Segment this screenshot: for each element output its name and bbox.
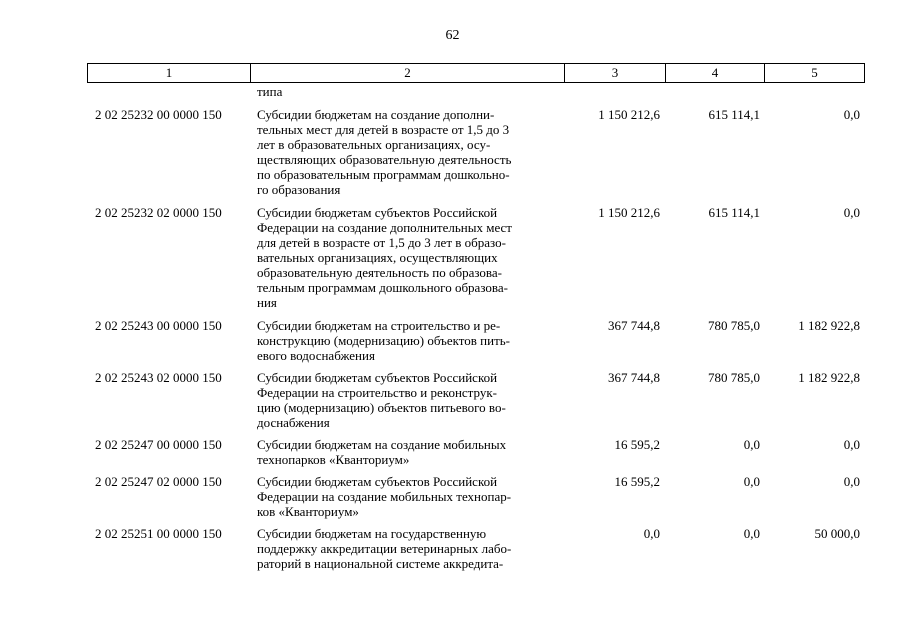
description-line: раторий в национальной системе аккредита- bbox=[257, 556, 504, 571]
description-line: Субсидии бюджетам субъектов Российской bbox=[257, 205, 498, 220]
amount-v5: 50 000,0 bbox=[814, 526, 860, 541]
amount-v3: 0,0 bbox=[643, 526, 660, 541]
amount-v3: 16 595,2 bbox=[614, 474, 660, 489]
budget-code: 2 02 25243 00 0000 150 bbox=[95, 318, 222, 333]
description-line: технопарков «Кванториум» bbox=[257, 452, 410, 467]
description-line: го образования bbox=[257, 182, 341, 197]
description bbox=[257, 205, 557, 310]
description-line: Федерации на строительство и реконструк- bbox=[257, 385, 497, 400]
description-line: Федерации на создание дополнительных мест bbox=[257, 220, 512, 235]
amount-v3: 1 150 212,6 bbox=[598, 205, 660, 220]
amount-v4: 780 785,0 bbox=[708, 370, 760, 385]
description-line: образовательную деятельность по образова- bbox=[257, 265, 502, 280]
description-line: для детей в возрасте от 1,5 до 3 лет в образо- bbox=[257, 235, 506, 250]
description-line: вательных организациях, осуществляющих bbox=[257, 250, 498, 265]
description-line: цию (модернизацию) объектов питьевого во- bbox=[257, 400, 506, 415]
continued-text: типа bbox=[257, 84, 283, 99]
description-line: Субсидии бюджетам на государственную bbox=[257, 526, 487, 541]
amount-v5: 0,0 bbox=[843, 107, 860, 122]
column-header-5: 5 bbox=[764, 64, 864, 82]
amount-v4: 780 785,0 bbox=[708, 318, 760, 333]
amount-v5: 0,0 bbox=[843, 205, 860, 220]
amount-v5: 1 182 922,8 bbox=[798, 318, 860, 333]
description-line: Субсидии бюджетам на создание дополни- bbox=[257, 107, 495, 122]
description bbox=[257, 526, 557, 571]
description-line: лет в образовательных организациях, осу- bbox=[257, 137, 491, 152]
amount-v4: 615 114,1 bbox=[708, 107, 760, 122]
description-line: евого водоснабжения bbox=[257, 348, 375, 363]
column-header-4: 4 bbox=[665, 64, 764, 82]
description-line: ществляющих образовательную деятельность bbox=[257, 152, 512, 167]
description bbox=[257, 437, 557, 467]
description-line: Субсидии бюджетам на строительство и ре- bbox=[257, 318, 501, 333]
description-line: Субсидии бюджетам субъектов Российской bbox=[257, 474, 498, 489]
description-line: Федерации на создание мобильных технопар- bbox=[257, 489, 512, 504]
amount-v5: 1 182 922,8 bbox=[798, 370, 860, 385]
page-number: 62 bbox=[445, 28, 460, 43]
amount-v3: 367 744,8 bbox=[608, 318, 660, 333]
description-line: тельных мест для детей в возрасте от 1,5 до 3 bbox=[257, 122, 510, 137]
amount-v4: 0,0 bbox=[743, 526, 760, 541]
description-line: тельным программам дошкольного образова- bbox=[257, 280, 508, 295]
description-line: Субсидии бюджетам на создание мобильных bbox=[257, 437, 507, 452]
description bbox=[257, 370, 557, 430]
amount-v3: 16 595,2 bbox=[614, 437, 660, 452]
description-line: ков «Кванториум» bbox=[257, 504, 359, 519]
amount-v4: 615 114,1 bbox=[708, 205, 760, 220]
description-line: доснабжения bbox=[257, 415, 330, 430]
column-header-3: 3 bbox=[564, 64, 665, 82]
description bbox=[257, 318, 557, 363]
column-header-2: 2 bbox=[250, 64, 564, 82]
description-line: Субсидии бюджетам субъектов Российской bbox=[257, 370, 498, 385]
description bbox=[257, 107, 557, 197]
amount-v4: 0,0 bbox=[743, 437, 760, 452]
description-line: поддержку аккредитации ветеринарных лабо- bbox=[257, 541, 512, 556]
table-header bbox=[87, 63, 865, 83]
budget-code: 2 02 25243 02 0000 150 bbox=[95, 370, 222, 385]
budget-code: 2 02 25247 02 0000 150 bbox=[95, 474, 222, 489]
amount-v3: 1 150 212,6 bbox=[598, 107, 660, 122]
column-header-1: 1 bbox=[165, 65, 173, 80]
description bbox=[257, 474, 557, 519]
amount-v5: 0,0 bbox=[843, 474, 860, 489]
budget-code: 2 02 25247 00 0000 150 bbox=[95, 437, 222, 452]
budget-code: 2 02 25232 02 0000 150 bbox=[95, 205, 222, 220]
description-line: по образовательным программам дошкольно- bbox=[257, 167, 510, 182]
amount-v4: 0,0 bbox=[743, 474, 760, 489]
amount-v3: 367 744,8 bbox=[608, 370, 660, 385]
budget-code: 2 02 25251 00 0000 150 bbox=[95, 526, 222, 541]
amount-v5: 0,0 bbox=[843, 437, 860, 452]
budget-code: 2 02 25232 00 0000 150 bbox=[95, 107, 222, 122]
description-line: конструкцию (модернизацию) объектов пить- bbox=[257, 333, 511, 348]
description-line: ния bbox=[257, 295, 277, 310]
